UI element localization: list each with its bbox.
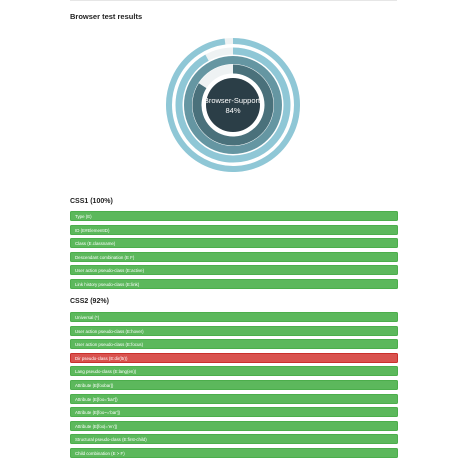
support-rings-graphic xyxy=(164,36,302,174)
result-bar-pass: Universal (*) xyxy=(70,312,398,322)
section-title-css2: CSS2 (92%) xyxy=(70,298,109,305)
page-title: Browser test results xyxy=(70,12,143,21)
result-bar-pass: Type (E) xyxy=(70,211,398,221)
support-percent: 84% xyxy=(225,106,241,115)
result-bar-pass: Structural pseudo-class (E:first-child) xyxy=(70,434,398,444)
section-title-css1: CSS1 (100%) xyxy=(70,198,113,205)
result-bar-fail: Dir pseudo-class (E:dir(ltr)) xyxy=(70,353,398,363)
support-label: Browser-Support: xyxy=(203,96,263,105)
result-bar-pass: Child combination (E > F) xyxy=(70,448,398,458)
result-bar-pass: Class (E.classname) xyxy=(70,238,398,248)
result-bar-pass: User action pseudo-class (E:focus) xyxy=(70,339,398,349)
result-bar-pass: Link history pseudo-class (E:link) xyxy=(70,279,398,289)
browser-support-donut xyxy=(164,36,302,174)
results-list-css2 xyxy=(70,312,398,462)
result-bar-pass: User action pseudo-class (E:hover) xyxy=(70,326,398,336)
result-bar-pass: Attribute (E[foo~='bar']) xyxy=(70,407,398,417)
result-bar-pass: Attribute (E[foo|='en']) xyxy=(70,421,398,431)
donut-center xyxy=(203,78,263,132)
result-bar-pass: Lang pseudo-class (E:lang(en)) xyxy=(70,366,398,376)
top-divider xyxy=(70,0,397,1)
result-bar-pass: Attribute (E[foo='bar']) xyxy=(70,394,398,404)
results-list-css1 xyxy=(70,211,398,293)
result-bar-pass: User action pseudo-class (E:active) xyxy=(70,265,398,275)
result-bar-pass: Descendant combination (E F) xyxy=(70,252,398,262)
result-bar-pass: ID (E#ElementID) xyxy=(70,225,398,235)
result-bar-pass: Attribute (E[foobar]) xyxy=(70,380,398,390)
